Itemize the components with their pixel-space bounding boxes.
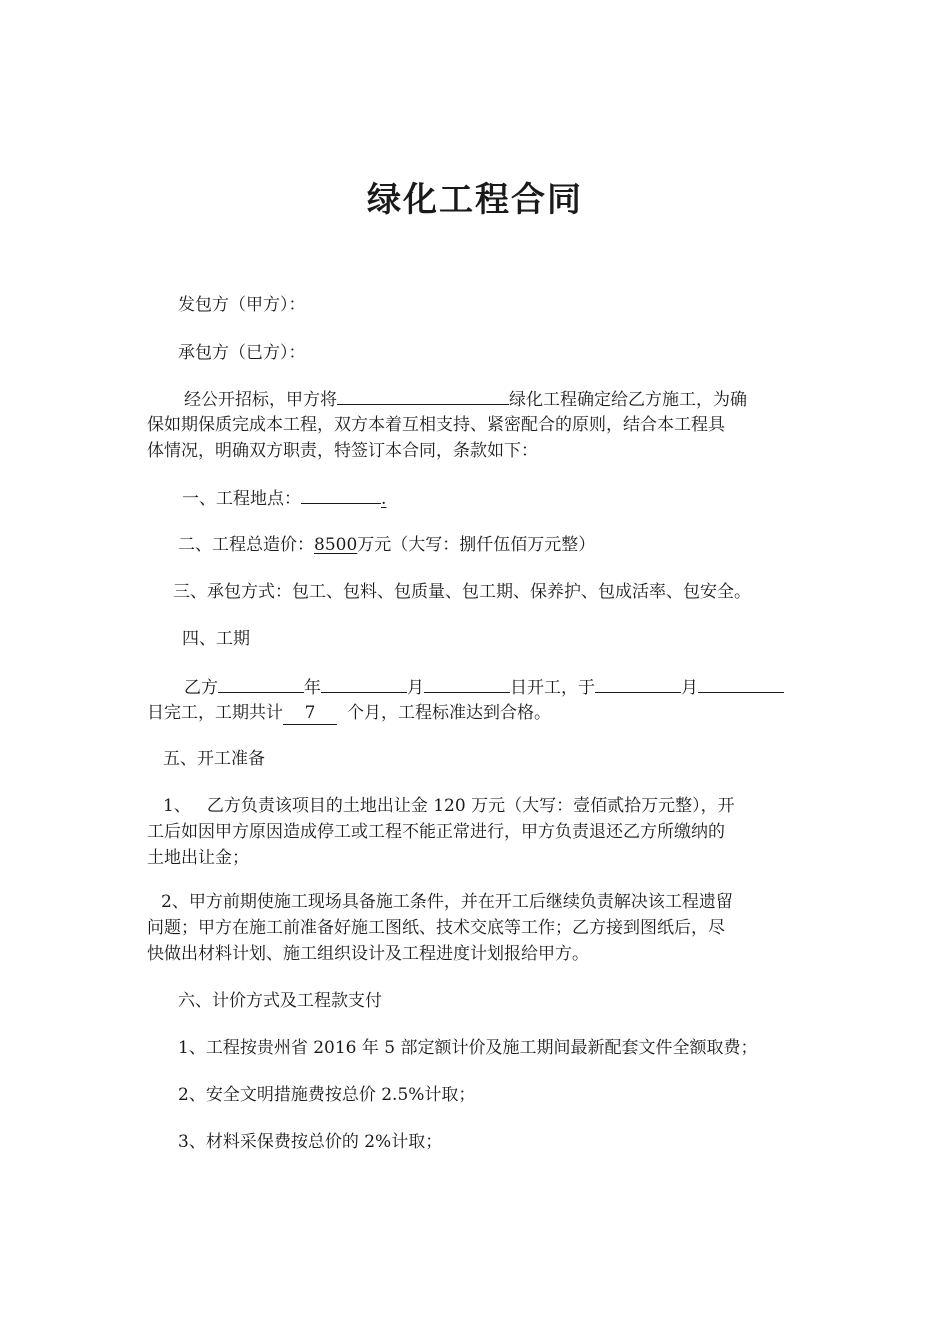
project-name-blank bbox=[337, 386, 509, 405]
section-1-location bbox=[182, 485, 386, 512]
start-text: 日开工，于 bbox=[510, 678, 595, 698]
section-5-item-2-line-1: 2、甲方前期使施工现场具备施工条件，并在开工后继续负责解决该工程遗留 bbox=[161, 892, 733, 912]
section-2-label: 二、工程总造价： bbox=[178, 535, 314, 555]
end-month-blank bbox=[595, 674, 681, 693]
item-text: 乙方负责该项目的土地出让金 120 万元（大写：壹佰贰拾万元整），开 bbox=[206, 796, 735, 816]
section-6-item-1: 1、工程按贵州省 2016 年 5 部定额计价及施工期间最新配套文件全额取费； bbox=[178, 1038, 758, 1058]
duration-months: 7 bbox=[283, 703, 337, 725]
party-a-line: 发包方（甲方）： bbox=[178, 295, 306, 315]
location-blank bbox=[301, 485, 381, 504]
section-6-item-2: 2、安全文明措施费按总价 2.5%计取； bbox=[178, 1085, 476, 1105]
start-day-blank bbox=[424, 674, 510, 693]
price-amount: 8500 bbox=[314, 535, 358, 555]
completion-text: 日完工，工期共计 bbox=[147, 703, 283, 723]
intro-text-post: 绿化工程确定给乙方施工，为确 bbox=[509, 390, 747, 410]
item-number: 1、 bbox=[163, 796, 191, 816]
intro-line-1 bbox=[184, 386, 747, 413]
section-5-item-1-line-3: 土地出让金； bbox=[147, 848, 249, 868]
intro-line-3: 体情况，明确双方职责，特签订本合同，条款如下： bbox=[147, 441, 538, 461]
section-5-item-1-line-2: 工后如因甲方原因造成停工或工程不能正常进行，甲方负责退还乙方所缴纳的 bbox=[147, 822, 725, 842]
section-2-price bbox=[178, 532, 595, 558]
section-6-item-3: 3、材料采保费按总价的 2%计取； bbox=[178, 1132, 443, 1152]
section-3-contract-mode: 三、承包方式：包工、包料、包质量、包工期、保养护、包成活率、包安全。 bbox=[173, 582, 751, 602]
month-label-2: 月 bbox=[681, 678, 698, 698]
duration-text: 个月，工程标准达到合格。 bbox=[347, 703, 551, 723]
year-label: 年 bbox=[304, 678, 321, 698]
price-text: 万元（大写：捌仟伍佰万元整） bbox=[357, 535, 596, 555]
start-month-blank bbox=[321, 674, 407, 693]
intro-text-pre: 经公开招标，甲方将 bbox=[184, 390, 337, 410]
section-4-heading: 四、工期 bbox=[182, 629, 250, 649]
section-1-label: 一、工程地点： bbox=[182, 489, 301, 509]
party-b-label: 乙方 bbox=[184, 678, 218, 698]
section-1-end: . bbox=[381, 489, 387, 509]
end-day-blank bbox=[698, 674, 784, 693]
section-5-item-2-line-2: 问题；甲方在施工前准备好施工图纸、技术交底等工作；乙方接到图纸后，尽 bbox=[147, 918, 725, 938]
section-4-line-1 bbox=[184, 674, 784, 701]
intro-line-2: 保如期保质完成本工程，双方本着互相支持、紧密配合的原则，结合本工程具 bbox=[147, 415, 725, 435]
section-5-heading: 五、开工准备 bbox=[163, 749, 265, 769]
party-b-line: 承包方（已方）： bbox=[178, 343, 306, 363]
start-year-blank bbox=[218, 674, 304, 693]
month-label: 月 bbox=[407, 678, 424, 698]
section-6-heading: 六、计价方式及工程款支付 bbox=[178, 991, 382, 1011]
section-5-item-1-line-1 bbox=[163, 793, 735, 819]
section-4-line-2 bbox=[147, 700, 551, 726]
section-5-item-2-line-3: 快做出材料计划、施工组织设计及工程进度计划报给甲方。 bbox=[147, 944, 589, 964]
document-title: 绿化工程合同 bbox=[367, 180, 583, 220]
